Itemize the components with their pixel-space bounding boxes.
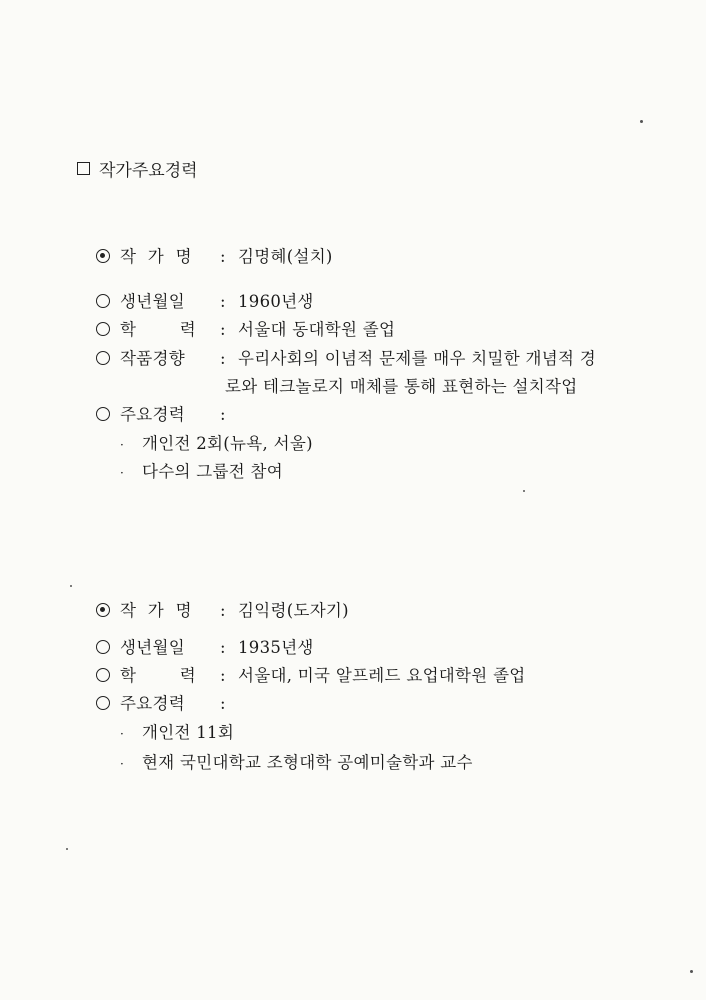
scan-speck (640, 120, 643, 123)
circle-icon (96, 668, 110, 682)
artist1-birth-row (96, 288, 314, 312)
circle-icon (96, 696, 110, 710)
list-item (120, 719, 234, 743)
artist1-career-item: 다수의 그룹전 참여 (142, 462, 284, 481)
bullseye-circle-icon (96, 249, 110, 263)
circle-icon (96, 294, 110, 308)
separator: : (220, 405, 226, 424)
artist1-career-label: 주요경력 (120, 405, 185, 424)
artist1-style-value-line1: 우리사회의 이념적 문제를 매우 치밀한 개념적 경 (238, 349, 597, 368)
artist2-edu-label: 학 력 (120, 666, 197, 685)
scan-speck (690, 970, 693, 973)
artist2-edu-row (96, 662, 526, 686)
artist2-birth-label: 생년월일 (120, 638, 185, 657)
artist1-edu-value: 서울대 동대학원 졸업 (238, 320, 396, 339)
artist2-edu-value: 서울대, 미국 알프레드 요업대학원 졸업 (238, 666, 526, 685)
separator: : (220, 601, 226, 620)
artist2-name-label: 작 가 명 (120, 601, 192, 620)
artist2-name-row (96, 597, 349, 621)
artist1-birth-value: 1960년생 (238, 292, 314, 311)
artist2-career-label: 주요경력 (120, 694, 185, 713)
list-item (120, 430, 313, 454)
artist2-career-row (96, 690, 238, 714)
separator: : (220, 638, 226, 657)
artist2-birth-value: 1935년생 (238, 638, 314, 657)
artist2-career-item: 개인전 11회 (142, 723, 235, 742)
section-heading (77, 156, 198, 181)
separator: : (220, 320, 226, 339)
scan-speck (66, 848, 68, 850)
separator: : (220, 349, 226, 368)
artist1-edu-label: 학 력 (120, 320, 197, 339)
bullseye-circle-icon (96, 603, 110, 617)
scan-speck (523, 490, 525, 492)
separator: : (220, 666, 226, 685)
artist1-name-row (96, 243, 333, 267)
artist2-birth-row (96, 634, 314, 658)
bullet-dot-icon: · (120, 466, 125, 480)
artist1-style-row (96, 345, 596, 369)
artist1-name-label: 작 가 명 (120, 247, 192, 266)
circle-icon (96, 407, 110, 421)
circle-icon (96, 322, 110, 336)
section-heading-text: 작가주요경력 (99, 161, 198, 181)
artist1-birth-label: 생년월일 (120, 292, 185, 311)
scan-speck (70, 585, 72, 587)
artist1-career-item: 개인전 2회(뉴욕, 서울) (142, 434, 313, 453)
artist2-career-item: 현재 국민대학교 조형대학 공예미술학과 교수 (142, 753, 473, 772)
bullet-dot-icon: · (120, 438, 125, 452)
circle-icon (96, 351, 110, 365)
artist1-edu-row (96, 316, 395, 340)
artist1-style-label: 작품경향 (120, 349, 185, 368)
separator: : (220, 247, 226, 266)
separator: : (220, 694, 226, 713)
list-item (120, 458, 283, 482)
list-item (120, 749, 473, 773)
circle-icon (96, 640, 110, 654)
artist2-name-value: 김익령(도자기) (238, 601, 349, 620)
artist1-name-value: 김명혜(설치) (238, 247, 333, 266)
bullet-dot-icon: · (120, 757, 125, 771)
artist1-career-row (96, 401, 238, 425)
checkbox-square-icon (77, 162, 90, 175)
separator: : (220, 292, 226, 311)
bullet-dot-icon: · (120, 727, 125, 741)
artist1-style-value-line2: 로와 테크놀로지 매체를 통해 표현하는 설치작업 (225, 377, 578, 396)
